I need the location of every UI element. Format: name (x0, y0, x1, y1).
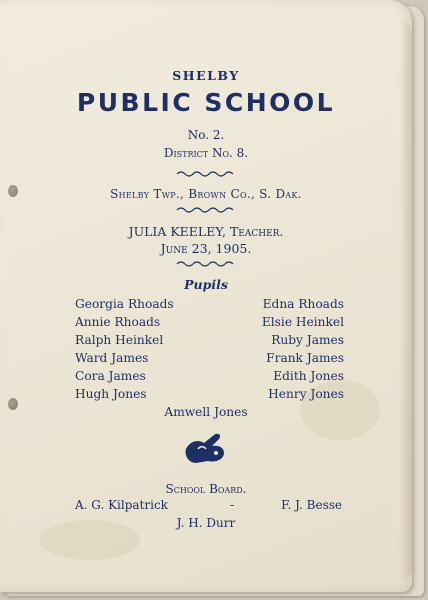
pupil-name: Georgia Rhoads (75, 297, 174, 311)
pupil-name: Amwell Jones (164, 405, 248, 419)
board-separator: - (230, 498, 235, 512)
board-member: F. J. Besse (281, 498, 342, 512)
board-member: J. H. Durr (176, 516, 236, 530)
pupils-heading: Pupils (184, 277, 228, 292)
location-line: Shelby Twp., Brown Co., S. Dak. (110, 187, 302, 201)
pupil-name: Frank James (266, 351, 344, 365)
teacher-line: JULIA KEELEY, Teacher. (128, 224, 284, 239)
pupil-name: Edith Jones (273, 369, 344, 383)
school-board-heading: School Board. (165, 482, 247, 496)
pupil-name: Cora James (75, 369, 146, 383)
page-title: PUBLIC SCHOOL (76, 88, 336, 117)
district-number: District No. 8. (163, 146, 249, 160)
pupil-name: Elsie Heinkel (261, 315, 344, 329)
pupil-name: Annie Rhoads (75, 315, 161, 329)
pupil-name: Ward James (75, 351, 149, 365)
pupil-name: Ruby James (271, 333, 344, 347)
pupil-name: Henry Jones (268, 387, 344, 401)
town-name: SHELBY (172, 68, 240, 83)
wavy-rule-icon (176, 260, 236, 268)
pupil-name: Hugh Jones (75, 387, 147, 401)
pupil-name: Edna Rhoads (262, 297, 344, 311)
school-number: No. 2. (187, 128, 225, 142)
hand-pointing-icon (178, 427, 232, 467)
wavy-rule-icon (176, 206, 236, 214)
date-line: June 23, 1905. (160, 241, 252, 256)
wavy-rule-icon (176, 170, 236, 178)
board-member: A. G. Kilpatrick (75, 498, 168, 512)
pupil-name: Ralph Heinkel (75, 333, 164, 347)
